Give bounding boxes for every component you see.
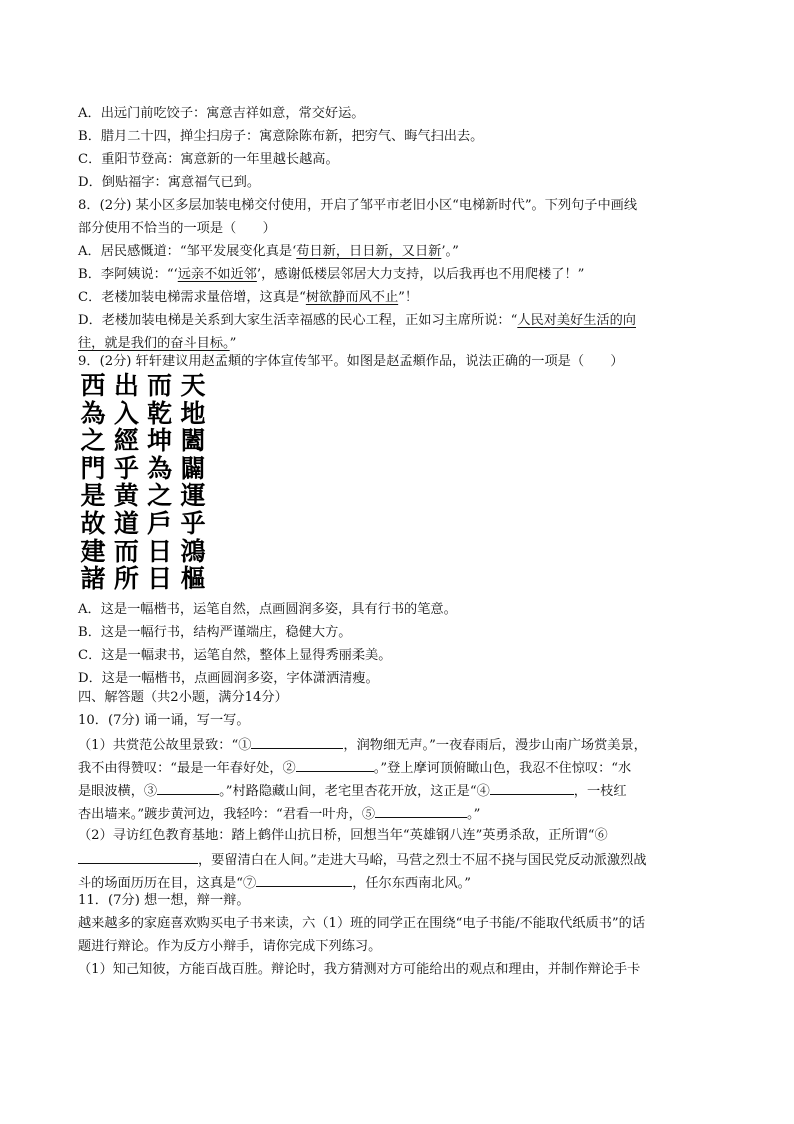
calligraphy-row bbox=[78, 400, 208, 428]
q8-stem-line-2: 部分使用不恰当的一项是（ ） bbox=[78, 221, 276, 236]
q10-text: 斗的场面历历在目，这真是“⑦ bbox=[78, 876, 257, 891]
q8-option-d-cont bbox=[78, 334, 236, 354]
calligraphy-character: 而 bbox=[147, 371, 173, 400]
q8-d-underlined-2: 往，就是我们的奋斗目标。 bbox=[78, 336, 230, 351]
q7-option-b: B．腊月二十四，掸尘扫房子：寓意除陈布新，把穷气、晦气扫出去。 bbox=[78, 129, 484, 144]
q10-p1-line-4 bbox=[78, 803, 480, 825]
calligraphy-row bbox=[78, 565, 208, 593]
q11-stem: 11．(7分) 想一想，辩一辩。 bbox=[78, 893, 250, 908]
q8-d-underlined-1: 人民对美好生活的向 bbox=[517, 313, 636, 328]
q8-a-close: ’。” bbox=[441, 244, 459, 259]
q10-text: 杏出墙来。”踱步黄河边，我轻吟：“君看一叶舟，⑤ bbox=[78, 807, 376, 822]
q10-text: ，要留清白在人间。”走进大马峪，马营之烈士不屈不挠与国民党反动派激烈战 bbox=[198, 853, 647, 868]
q10-text: 。”登上摩诃顶俯瞰山色，我忍不住惊叹：“水 bbox=[373, 761, 632, 776]
calligraphy-character: 闔 bbox=[180, 426, 206, 456]
q8-c-text: C．老楼加装电梯需求量倍增，这真是“ bbox=[78, 290, 306, 305]
calligraphy-character: 經 bbox=[113, 426, 139, 456]
calligraphy-character: 運 bbox=[180, 481, 206, 511]
q8-a-text: A．居民感慨道：“邹平发展变化真是‘ bbox=[78, 244, 297, 259]
calligraphy-character: 日 bbox=[147, 564, 173, 594]
calligraphy-character: 鴻 bbox=[180, 536, 206, 566]
q9-option-a: A．这是一幅楷书，运笔自然，点画圆润多姿，具有行书的笔意。 bbox=[78, 602, 457, 617]
q8-b-underlined: 远亲不如近邻 bbox=[177, 267, 257, 282]
calligraphy-character: 是 bbox=[80, 481, 106, 511]
q8-option-c bbox=[78, 288, 418, 308]
calligraphy-row bbox=[78, 482, 208, 510]
q7-option-d: D．倒贴福字：寓意福气已到。 bbox=[78, 175, 261, 190]
answer-blank-3[interactable] bbox=[157, 780, 219, 795]
calligraphy-row bbox=[78, 455, 208, 483]
calligraphy-character: 樞 bbox=[180, 564, 206, 594]
answer-blank-1[interactable] bbox=[251, 734, 343, 749]
q7-option-a: A．出远门前吃饺子：寓意吉祥如意，常交好运。 bbox=[78, 106, 365, 121]
q10-p2-line-2 bbox=[78, 849, 647, 871]
q10-text: 。”村路隐藏山间，老宅里杏花开放，这正是“④ bbox=[219, 784, 490, 799]
calligraphy-character: 出 bbox=[113, 371, 139, 400]
q8-option-a bbox=[78, 242, 459, 262]
calligraphy-character: 之 bbox=[80, 426, 106, 456]
answer-blank-5[interactable] bbox=[375, 803, 467, 818]
section-heading: 四、解答题（共2小题，满分14分） bbox=[78, 690, 288, 705]
calligraphy-character: 為 bbox=[147, 453, 173, 483]
calligraphy-character: 道 bbox=[113, 508, 139, 538]
calligraphy-image bbox=[78, 372, 208, 594]
q8-b-close: ’，感谢低楼层邻居大力支持，以后我再也不用爬楼了！” bbox=[256, 267, 585, 282]
q10-text: 是眼波横，③ bbox=[78, 784, 158, 799]
answer-blank-6[interactable] bbox=[78, 849, 198, 864]
calligraphy-character: 乎 bbox=[113, 453, 139, 483]
q8-a-underlined: 苟日新，日日新，又日新 bbox=[296, 244, 442, 259]
q8-b-text: B．李阿姨说：“‘ bbox=[78, 267, 178, 282]
calligraphy-character: 入 bbox=[113, 398, 139, 428]
q10-p1-line-3 bbox=[78, 780, 627, 802]
calligraphy-character: 乎 bbox=[180, 508, 206, 538]
answer-blank-2[interactable] bbox=[296, 757, 374, 772]
q8-d-text: D．老楼加装电梯是关系到大家生活幸福感的民心工程，正如习主席所说：“ bbox=[78, 313, 518, 328]
q10-text: 。” bbox=[467, 807, 481, 822]
q10-stem: 10．(7分) 诵一诵，写一写。 bbox=[78, 713, 250, 728]
q8-d-close: ” bbox=[229, 336, 237, 351]
q11-intro-line-1: 越来越多的家庭喜欢购买电子书来读，六（1）班的同学正在围绕“电子书能/不能取代纸质书”的话 bbox=[78, 916, 646, 931]
q11-part-1: （1）知己知彼，方能百战百胜。辩论时，我方猜测对方可能给出的观点和理由，并制作辩论手卡 bbox=[78, 962, 641, 977]
q10-text: ，一枝红 bbox=[573, 784, 627, 799]
q8-option-d bbox=[78, 311, 636, 331]
calligraphy-character: 日 bbox=[147, 536, 173, 566]
q10-p1-line-2 bbox=[78, 757, 631, 779]
q8-stem-line-1: 8．(2分) 某小区多层加装电梯交付使用，开启了邹平市老旧小区“电梯新时代”。下列句子中画线 bbox=[78, 198, 638, 213]
q10-text: ，润物细无声。”一夜春雨后，漫步山南广场赏美景， bbox=[343, 738, 647, 753]
calligraphy-character: 戶 bbox=[147, 508, 173, 538]
calligraphy-row bbox=[78, 538, 208, 566]
calligraphy-row bbox=[78, 427, 208, 455]
calligraphy-character: 之 bbox=[147, 481, 173, 511]
calligraphy-character: 闢 bbox=[180, 453, 206, 483]
calligraphy-character: 故 bbox=[80, 508, 106, 538]
calligraphy-character: 乾 bbox=[147, 398, 173, 428]
calligraphy-character: 所 bbox=[113, 564, 139, 594]
q7-option-c: C．重阳节登高：寓意新的一年里越长越高。 bbox=[78, 152, 339, 167]
q9-option-d: D．这是一幅楷书，点画圆润多姿，字体潇洒清瘦。 bbox=[78, 671, 379, 686]
q9-option-c: C．这是一幅隶书，运笔自然，整体上显得秀丽柔美。 bbox=[78, 648, 392, 663]
calligraphy-row bbox=[78, 372, 208, 400]
q10-p1-line-1 bbox=[78, 734, 647, 756]
calligraphy-character: 坤 bbox=[147, 426, 173, 456]
calligraphy-character: 為 bbox=[80, 398, 106, 428]
calligraphy-row bbox=[78, 510, 208, 538]
calligraphy-character: 門 bbox=[80, 453, 106, 483]
q11-intro-line-2: 题进行辩论。作为反方小辩手，请你完成下列练习。 bbox=[78, 939, 382, 954]
answer-blank-4[interactable] bbox=[490, 780, 574, 795]
calligraphy-character: 地 bbox=[180, 398, 206, 428]
q10-text: （1）共赏范公故里景致：“① bbox=[78, 738, 252, 753]
calligraphy-character: 諸 bbox=[80, 564, 106, 594]
q9-stem: 9．(2分) 轩轩建议用赵孟頫的字体宣传邹平。如图是赵孟頫作品，说法正确的一项是（ ） bbox=[78, 354, 624, 369]
calligraphy-character: 西 bbox=[80, 371, 106, 400]
q8-c-underlined: 树欲静而风不止 bbox=[305, 290, 399, 305]
q10-p2-line-1: （2）寻访红色教育基地：踏上鹤伴山抗日桥，回想当年“英雄钢八连”英勇杀敌，正所谓“⑥ bbox=[78, 828, 608, 843]
q10-text: ，任尔东西南北风。” bbox=[352, 876, 472, 891]
q8-option-b bbox=[78, 265, 584, 285]
answer-blank-7[interactable] bbox=[256, 872, 352, 887]
calligraphy-character: 黄 bbox=[113, 481, 139, 511]
q10-text: 我不由得赞叹：“最是一年春好处，② bbox=[78, 761, 296, 776]
q8-c-close: ”！ bbox=[398, 290, 419, 305]
calligraphy-character: 建 bbox=[80, 536, 106, 566]
calligraphy-character: 而 bbox=[113, 536, 139, 566]
q9-option-b: B．这是一幅行书，结构严谨端庄，稳健大方。 bbox=[78, 625, 352, 640]
calligraphy-character: 天 bbox=[180, 371, 206, 400]
